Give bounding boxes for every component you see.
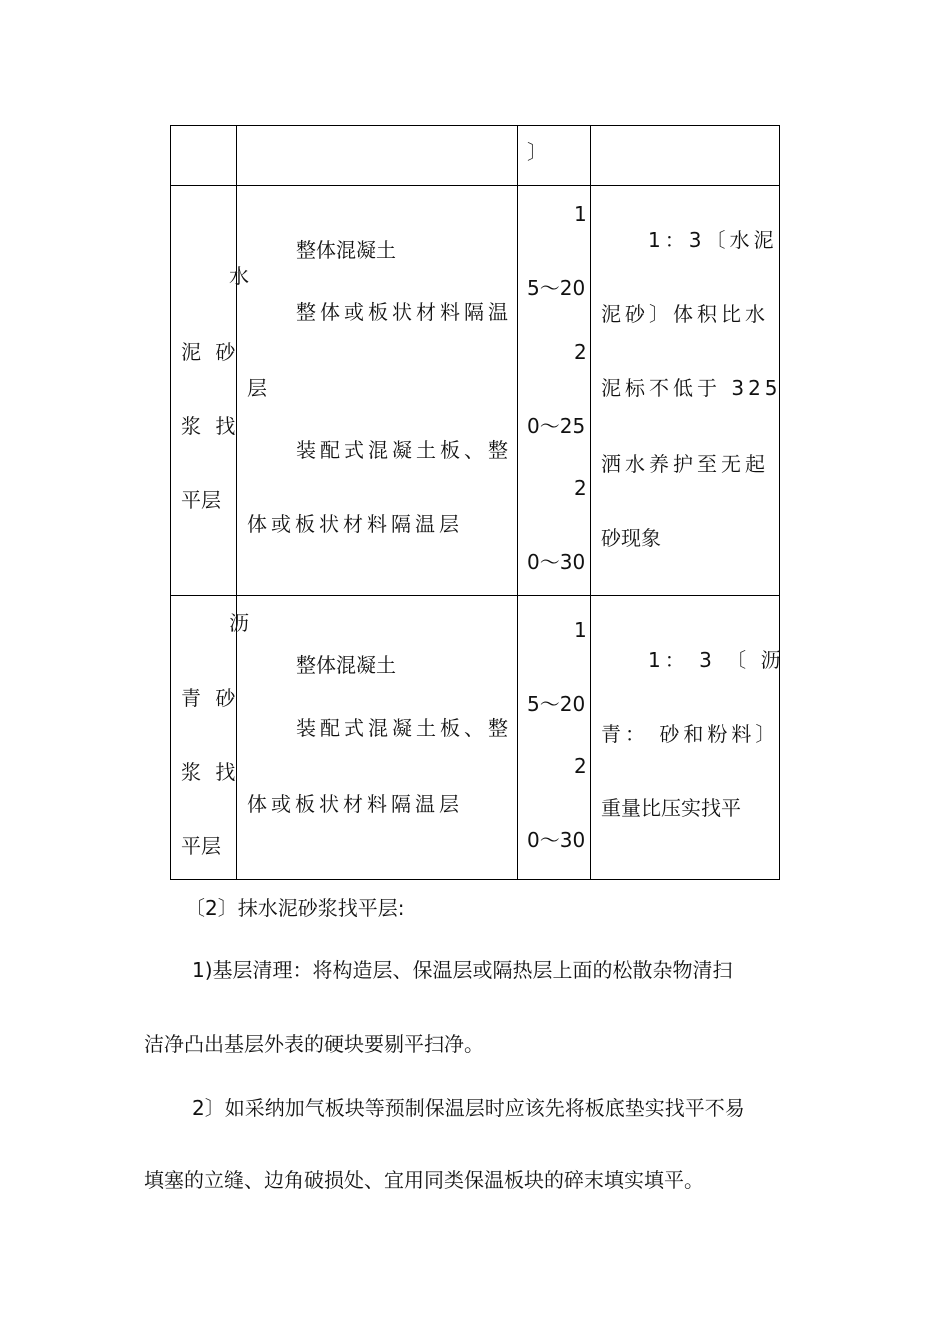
layer-name-line: 青 砂 [181,686,240,710]
range-fragment: 〕 [527,140,547,164]
thickness-value: 1 [574,618,587,642]
paragraph-line: 1)基层清理：将构造层、保温层或隔热层上面的松散杂物清扫 [192,958,733,982]
tech-requirement: 重量比压实找平 [601,796,741,820]
base-layer-text: 体或板状材料隔温层 [247,512,463,536]
thickness-value: 5～20 [527,692,586,716]
tech-requirement: 泥标不低于 325 [601,376,782,400]
thickness-value: 0～30 [527,550,586,574]
thickness-value: 2 [574,340,587,364]
base-layer-text: 装配式混凝土板、整 [296,438,512,462]
base-layer-text: 体或板状材料隔温层 [247,792,463,816]
paragraph-line: 填塞的立缝、边角破损处、宜用同类保温板块的碎末填实填平。 [144,1168,704,1192]
base-layer-text: 装配式混凝土板、整 [296,716,512,740]
tech-requirement: 1：3〔水泥 [648,228,778,252]
thickness-value: 2 [574,754,587,778]
thickness-value: 5～20 [527,276,586,300]
tech-requirement: 1： 3 〔 沥 [648,648,785,672]
tech-requirement: 砂现象 [601,526,661,550]
thickness-value: 1 [574,202,587,226]
thickness-value: 0～25 [527,414,586,438]
layer-name-top: 水 [229,264,249,288]
layer-name-line: 浆 找 [181,760,240,784]
layer-name-line: 泥 砂 [181,340,240,364]
base-layer-text: 整体或板状材料隔温 [296,300,512,324]
base-layer-text: 层 [247,376,267,400]
tech-requirement: 洒水养护至无起 [601,452,769,476]
layer-name-top: 沥 [229,611,249,635]
base-layer-text: 整体混凝土 [296,238,396,262]
tech-requirement: 泥砂〕体积比水 [601,302,769,326]
paragraph-line: 洁净凸出基层外表的硬块要剔平扫净。 [144,1032,484,1056]
section-heading: 〔2〕抹水泥砂浆找平层: [185,896,405,920]
thickness-value: 0～30 [527,828,586,852]
thickness-value: 2 [574,476,587,500]
layer-name-line: 平层 [181,834,221,858]
tech-requirement: 青： 砂和粉料〕 [601,722,780,746]
layer-name-line: 平层 [181,488,221,512]
layer-name-line: 浆 找 [181,414,240,438]
paragraph-line: 2〕如采纳加气板块等预制保温层时应该先将板底垫实找平不易 [192,1096,745,1120]
base-layer-text: 整体混凝土 [296,653,396,677]
